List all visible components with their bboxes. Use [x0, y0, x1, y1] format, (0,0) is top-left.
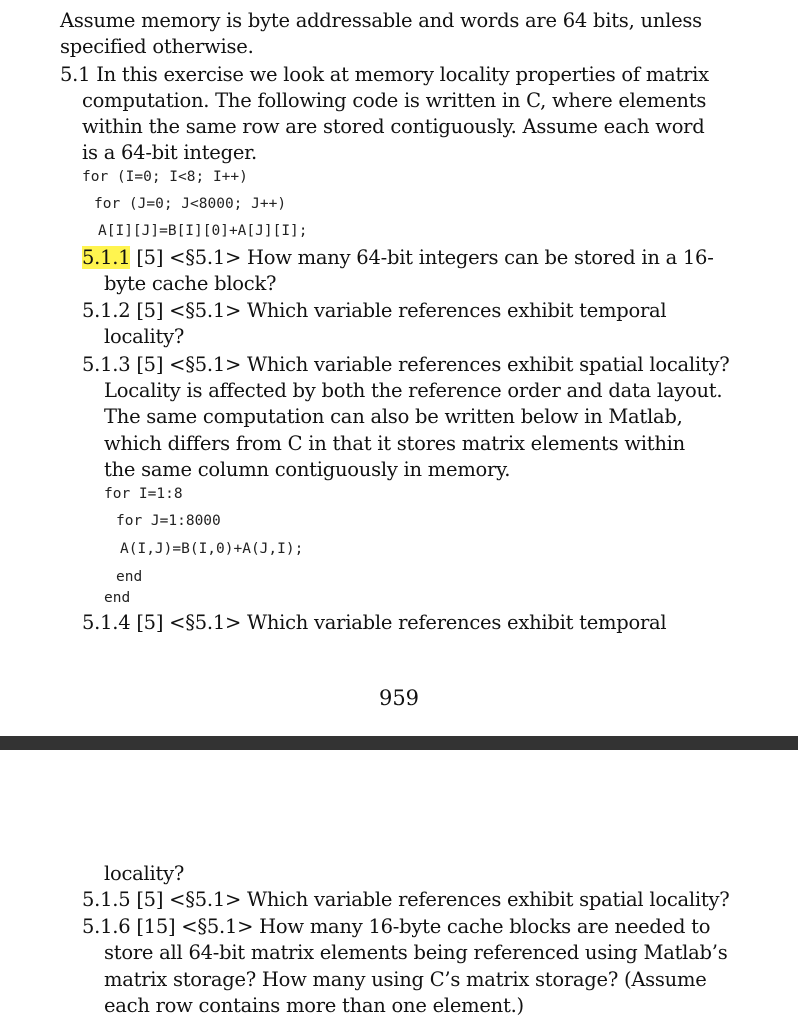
question-5-1-1-continued: byte cache block? — [104, 272, 277, 295]
locality-paragraph-line-2: The same computation can also be written below in Matlab, — [104, 405, 683, 428]
question-5-1-4: 5.1.4 [5] <§5.1> Which variable references exhibit temporal — [82, 611, 667, 634]
question-5-1-6-line-3: matrix storage? How many using C’s matrix storage? (Assume — [104, 968, 707, 991]
question-5-1-3: 5.1.3 [5] <§5.1> Which variable references exhibit spatial locality? — [82, 353, 730, 376]
exercise-5-1-line-3: within the same row are stored contiguously. Assume each word — [82, 115, 705, 138]
matlab-code-line-2: for J=1:8000 — [116, 513, 221, 529]
question-5-1-1-text: [5] <§5.1> How many 64-bit integers can be stored in a 16- — [130, 246, 714, 269]
intro-line-1: Assume memory is byte addressable and words are 64 bits, unless — [60, 9, 702, 32]
c-code-line-3: A[I][J]=B[I][0]+A[J][I]; — [98, 223, 308, 239]
exercise-5-1-line-4: is a 64-bit integer. — [82, 141, 257, 164]
question-5-1-4-continued: locality? — [104, 862, 185, 885]
question-5-1-2-line-1: 5.1.2 [5] <§5.1> Which variable references exhibit temporal — [82, 299, 667, 322]
matlab-code-line-3: A(I,J)=B(I,0)+A(J,I); — [120, 541, 304, 557]
page-number: 959 — [378, 686, 420, 710]
matlab-code-line-4: end — [116, 569, 143, 585]
highlighted-question-number: 5.1.1 — [82, 246, 131, 269]
matlab-code-line-1: for I=1:8 — [104, 486, 183, 502]
page-divider — [0, 736, 798, 750]
c-code-line-1: for (I=0; I<8; I++) — [82, 169, 248, 185]
locality-paragraph-line-1: Locality is affected by both the reference order and data layout. — [104, 379, 723, 402]
question-5-1-6-line-2: store all 64-bit matrix elements being referenced using Matlab’s — [104, 941, 728, 964]
question-5-1-2-line-2: locality? — [104, 325, 185, 348]
locality-paragraph-line-4: the same column contiguously in memory. — [104, 458, 511, 481]
question-5-1-6-line-4: each row contains more than one element.) — [104, 994, 524, 1017]
intro-line-2: specified otherwise. — [60, 35, 254, 58]
question-5-1-5: 5.1.5 [5] <§5.1> Which variable references exhibit spatial locality? — [82, 888, 730, 911]
question-5-1-1 — [82, 245, 714, 271]
matlab-code-line-5: end — [104, 590, 131, 606]
c-code-line-2: for (J=0; J<8000; J++) — [94, 196, 287, 212]
locality-paragraph-line-3: which differs from C in that it stores matrix elements within — [104, 432, 685, 455]
exercise-5-1-line-2: computation. The following code is written in C, where elements — [82, 89, 707, 112]
question-5-1-6-line-1: 5.1.6 [15] <§5.1> How many 16-byte cache blocks are needed to — [82, 915, 711, 938]
exercise-5-1-line-1: 5.1 In this exercise we look at memory locality properties of matrix — [60, 63, 709, 86]
